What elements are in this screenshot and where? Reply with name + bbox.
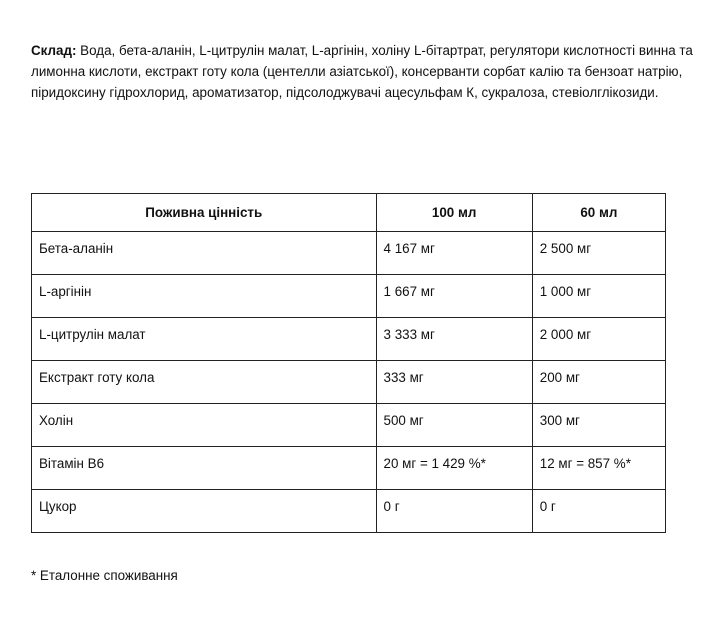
table-row xyxy=(32,232,666,275)
table-row xyxy=(32,361,666,404)
table-row xyxy=(32,275,666,318)
table-row xyxy=(32,404,666,447)
table-row xyxy=(32,490,666,533)
header-per-100ml: 100 мл xyxy=(376,194,532,232)
ingredients-paragraph xyxy=(31,40,701,103)
nutrient-name: L-аргінін xyxy=(32,275,377,318)
amount-per-60ml: 12 мг = 857 %* xyxy=(532,447,665,490)
nutrient-name: L-цитрулін малат xyxy=(32,318,377,361)
amount-per-100ml: 1 667 мг xyxy=(376,275,532,318)
amount-per-100ml: 20 мг = 1 429 %* xyxy=(376,447,532,490)
amount-per-100ml: 0 г xyxy=(376,490,532,533)
table-row xyxy=(32,318,666,361)
ingredients-text: Вода, бета-аланін, L-цитрулін малат, L-аргінін, холіну L-бітартрат, регулятори кислотності винна та лимонна кислоти, екстракт готу кола (центелли азіатської), консерванти сорбат калію та бензоат натрію, піридоксину гідрохлорид, ароматизатор, підсолоджувачі ацесульфам К, сукралоза, стевіолглікозиди. xyxy=(31,43,693,100)
footnote: * Еталонне споживання xyxy=(31,568,178,583)
header-per-60ml: 60 мл xyxy=(532,194,665,232)
amount-per-60ml: 0 г xyxy=(532,490,665,533)
amount-per-60ml: 300 мг xyxy=(532,404,665,447)
amount-per-60ml: 2 000 мг xyxy=(532,318,665,361)
table-row xyxy=(32,447,666,490)
nutrition-table xyxy=(31,193,666,533)
amount-per-100ml: 500 мг xyxy=(376,404,532,447)
nutrient-name: Цукор xyxy=(32,490,377,533)
table-header-row xyxy=(32,194,666,232)
nutrient-name: Вітамін В6 xyxy=(32,447,377,490)
amount-per-60ml: 2 500 мг xyxy=(532,232,665,275)
nutrient-name: Холін xyxy=(32,404,377,447)
amount-per-60ml: 1 000 мг xyxy=(532,275,665,318)
amount-per-100ml: 333 мг xyxy=(376,361,532,404)
nutrient-name: Екстракт готу кола xyxy=(32,361,377,404)
amount-per-60ml: 200 мг xyxy=(532,361,665,404)
ingredients-label: Склад: xyxy=(31,43,77,58)
amount-per-100ml: 3 333 мг xyxy=(376,318,532,361)
nutrient-name: Бета-аланін xyxy=(32,232,377,275)
amount-per-100ml: 4 167 мг xyxy=(376,232,532,275)
header-nutrition-value: Поживна цінність xyxy=(32,194,377,232)
